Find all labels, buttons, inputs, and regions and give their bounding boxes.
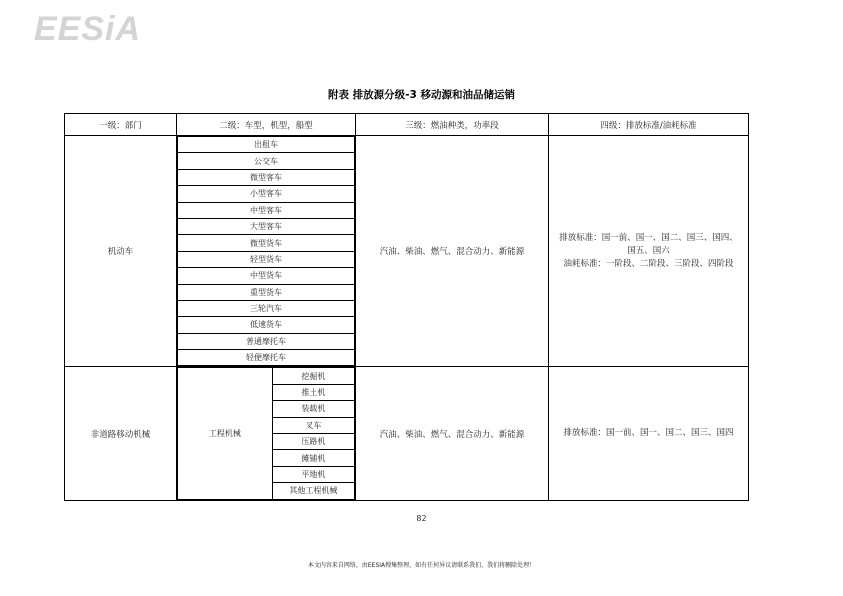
level2-item: 叉车	[272, 417, 354, 433]
level2-item: 压路机	[272, 434, 354, 450]
level2-item: 中型客车	[178, 202, 355, 218]
level2-item: 小型客车	[178, 186, 355, 202]
header-level3: 三级：燃油种类，功率段	[356, 114, 549, 136]
level2-item: 轻便摩托车	[178, 350, 355, 366]
table-title: 附表 排放源分级-3 移动源和油品储运销	[328, 89, 515, 101]
level2-item: 其他工程机械	[272, 483, 354, 499]
header-level2: 二级：车型，机型，船型	[177, 114, 356, 136]
section-nonroad-machinery	[65, 367, 749, 500]
standard-line: 国五、国六	[627, 245, 670, 256]
level2-item: 微型客车	[178, 169, 355, 185]
table-header-row	[65, 114, 749, 136]
vehicle-type-list	[177, 136, 355, 366]
level2-item: 大型客车	[178, 218, 355, 234]
level2-item: 出租车	[178, 137, 355, 153]
level2-item: 轻型货车	[178, 251, 355, 267]
level4-cell	[549, 367, 749, 500]
header-level1: 一级：部门	[65, 114, 177, 136]
level2-item: 摊铺机	[272, 450, 354, 466]
level3-cell: 汽油、柴油、燃气、混合动力、新能源	[356, 367, 549, 500]
header-level4: 四级：排放标准/油耗标准	[549, 114, 749, 136]
eesia-logo: EESiA	[34, 10, 142, 48]
level2-item: 中型货车	[178, 268, 355, 284]
level2-item: 装载机	[272, 401, 354, 417]
machine-type-list	[177, 367, 355, 499]
level1-cell: 非道路移动机械	[65, 367, 177, 500]
section-motor-vehicle	[65, 136, 749, 367]
page-number: 82	[416, 514, 427, 523]
level2-item: 普通摩托车	[178, 333, 355, 349]
level2-group: 工程机械	[178, 368, 273, 499]
level2-item: 低速货车	[178, 317, 355, 333]
standard-line: 油耗标准：一阶段、二阶段、三阶段、四阶段	[563, 258, 734, 269]
level2-item: 公交车	[178, 153, 355, 169]
level2-cell	[177, 136, 356, 367]
level3-cell: 汽油、柴油、燃气、混合动力、新能源	[356, 136, 549, 367]
level2-item: 平地机	[272, 466, 354, 482]
level2-item: 微型货车	[178, 235, 355, 251]
level1-cell: 机动车	[65, 136, 177, 367]
level2-item: 重型货车	[178, 284, 355, 300]
standard-line: 排放标准：国一前、国一、国二、国三、国四、	[559, 232, 738, 243]
footer-note: 本文内容来自网络，由EESIA搜集整理，如有任何异议请联系我们，我们将删除处理！	[307, 562, 536, 569]
standard-line: 排放标准：国一前、国一、国二、国三、国四	[563, 428, 734, 439]
level4-cell	[549, 136, 749, 367]
level2-item: 推土机	[272, 384, 354, 400]
level2-item: 三轮汽车	[178, 300, 355, 316]
level2-cell	[177, 367, 356, 500]
level2-item: 挖掘机	[272, 368, 354, 384]
emission-source-table	[64, 113, 749, 501]
